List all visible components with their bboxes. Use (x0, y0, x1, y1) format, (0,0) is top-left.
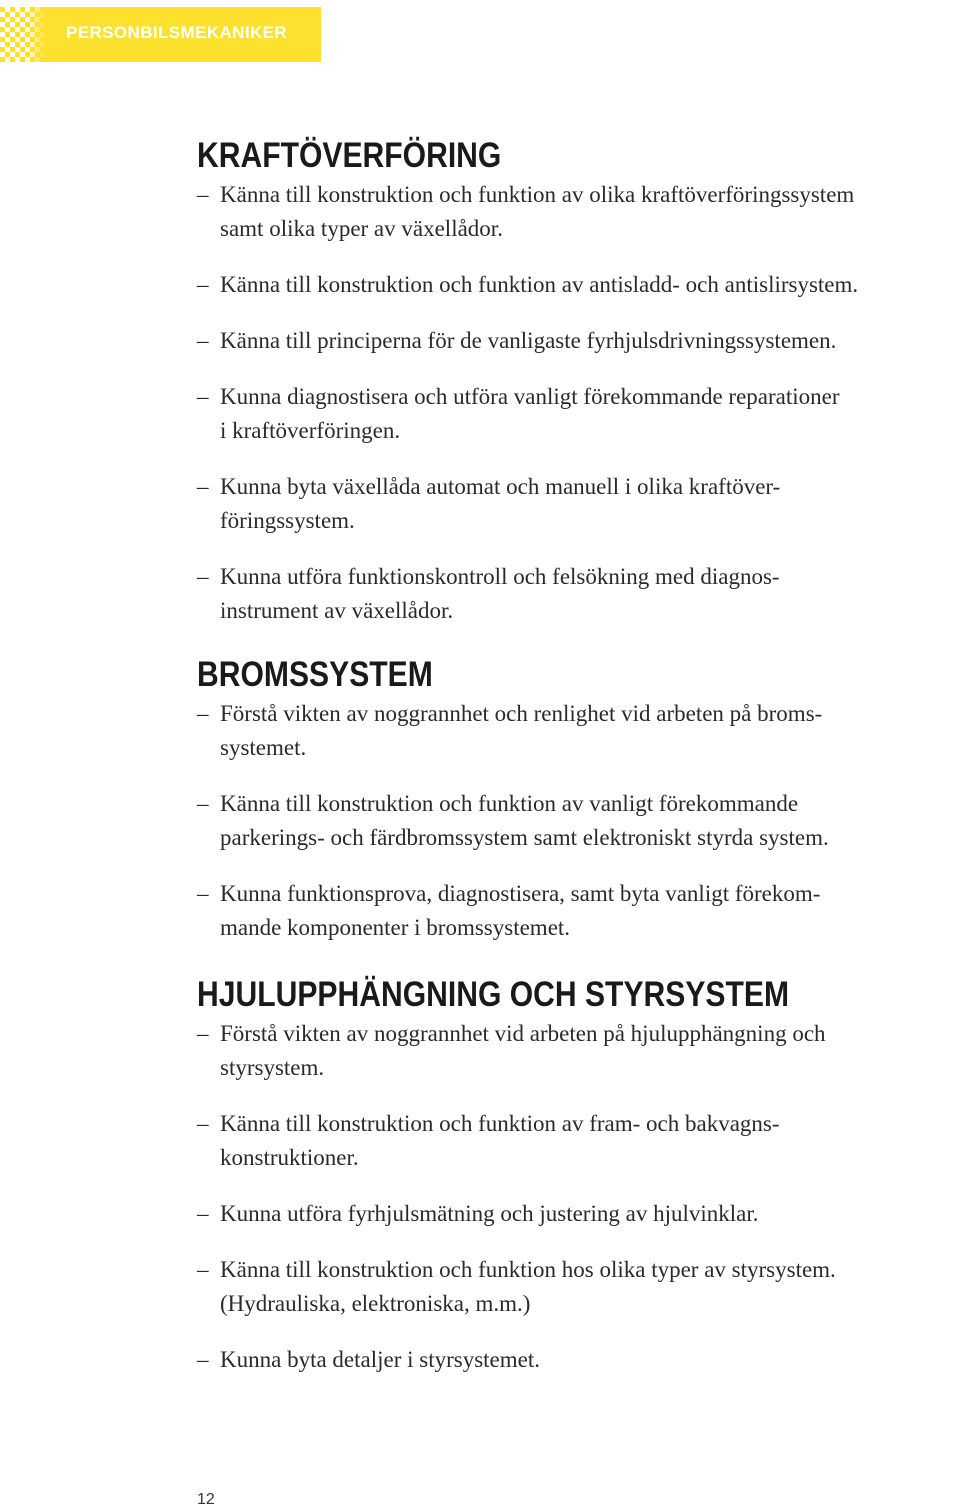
dash-bullet: – (197, 1021, 209, 1046)
item-line: instrument av växellådor. (220, 598, 454, 623)
item-line: Kunna diagnostisera och utföra vanligt förekommande reparationer (220, 384, 840, 409)
item-line: Känna till konstruktion och funktion hos olika typer av styrsystem. (220, 1257, 836, 1282)
dash-bullet: – (197, 272, 209, 297)
section-title: BROMSSYSTEM (197, 655, 433, 694)
list-item (197, 470, 957, 538)
dash-bullet: – (197, 182, 209, 207)
list-item (197, 1343, 957, 1377)
item-line: (Hydrauliska, elektroniska, m.m.) (220, 1291, 531, 1316)
item-line: Kunna utföra fyrhjulsmätning och justering av hjulvinklar. (220, 1201, 759, 1226)
header-band (0, 7, 321, 62)
dash-bullet: – (197, 701, 209, 726)
item-line: parkerings- och färdbromssystem samt elektroniskt styrda system. (220, 825, 829, 850)
item-line: Förstå vikten av noggrannhet och renlighet vid arbeten på broms- (220, 701, 823, 726)
list-item (197, 877, 957, 945)
section-kraftoverforing (197, 134, 957, 628)
list-item (197, 787, 957, 855)
list-item (197, 268, 957, 302)
section-title: HJULUPPHÄNGNING OCH STYRSYSTEM (197, 975, 790, 1014)
dash-bullet: – (197, 1257, 209, 1282)
item-line: Kunna funktionsprova, diagnostisera, samt byta vanligt förekom- (220, 881, 821, 906)
list-item (197, 1197, 957, 1231)
item-line: styrsystem. (220, 1055, 325, 1080)
section-title: KRAFTÖVERFÖRING (197, 136, 502, 175)
document-content (197, 134, 957, 1399)
page-number: 12 (197, 1491, 215, 1508)
item-line: mande komponenter i bromssystemet. (220, 915, 571, 940)
header-label: PERSONBILSMEKANIKER (66, 23, 288, 42)
dash-bullet: – (197, 1111, 209, 1136)
item-line: systemet. (220, 735, 307, 760)
item-line: Känna till konstruktion och funktion av olika kraftöverföringssystem (220, 182, 855, 207)
dash-bullet: – (197, 328, 209, 353)
list-item (197, 1107, 957, 1175)
dash-bullet: – (197, 1201, 209, 1226)
item-line: konstruktioner. (220, 1145, 359, 1170)
list-item (197, 1253, 957, 1321)
item-line: Kunna utföra funktionskontroll och felsökning med diagnos- (220, 564, 780, 589)
section-bromssystem (197, 653, 957, 945)
list-item (197, 1017, 957, 1085)
section-hjulupphangning (197, 973, 957, 1377)
item-line: Förstå vikten av noggrannhet vid arbeten på hjulupphängning och (220, 1021, 826, 1046)
dash-bullet: – (197, 474, 209, 499)
item-line: Känna till konstruktion och funktion av vanligt förekommande (220, 791, 799, 816)
dash-bullet: – (197, 564, 209, 589)
list-item (197, 697, 957, 765)
item-line: Känna till konstruktion och funktion av fram- och bakvagns- (220, 1111, 780, 1136)
dash-bullet: – (197, 1347, 209, 1372)
list-item (197, 380, 957, 448)
dash-bullet: – (197, 791, 209, 816)
list-item (197, 178, 957, 246)
item-line: samt olika typer av växellådor. (220, 216, 503, 241)
item-line: Kunna byta växellåda automat och manuell i olika kraftöver- (220, 474, 781, 499)
item-line: föringssystem. (220, 508, 355, 533)
list-item (197, 560, 957, 628)
item-line: Känna till konstruktion och funktion av antisladd- och antislirsystem. (220, 272, 859, 297)
dash-bullet: – (197, 384, 209, 409)
dash-bullet: – (197, 881, 209, 906)
item-line: i kraftöverföringen. (220, 418, 401, 443)
item-line: Känna till principerna för de vanligaste fyrhjulsdrivningssystemen. (220, 328, 837, 353)
item-line: Kunna byta detaljer i styrsystemet. (220, 1347, 541, 1372)
list-item (197, 324, 957, 358)
checker-pattern-icon (0, 7, 46, 62)
